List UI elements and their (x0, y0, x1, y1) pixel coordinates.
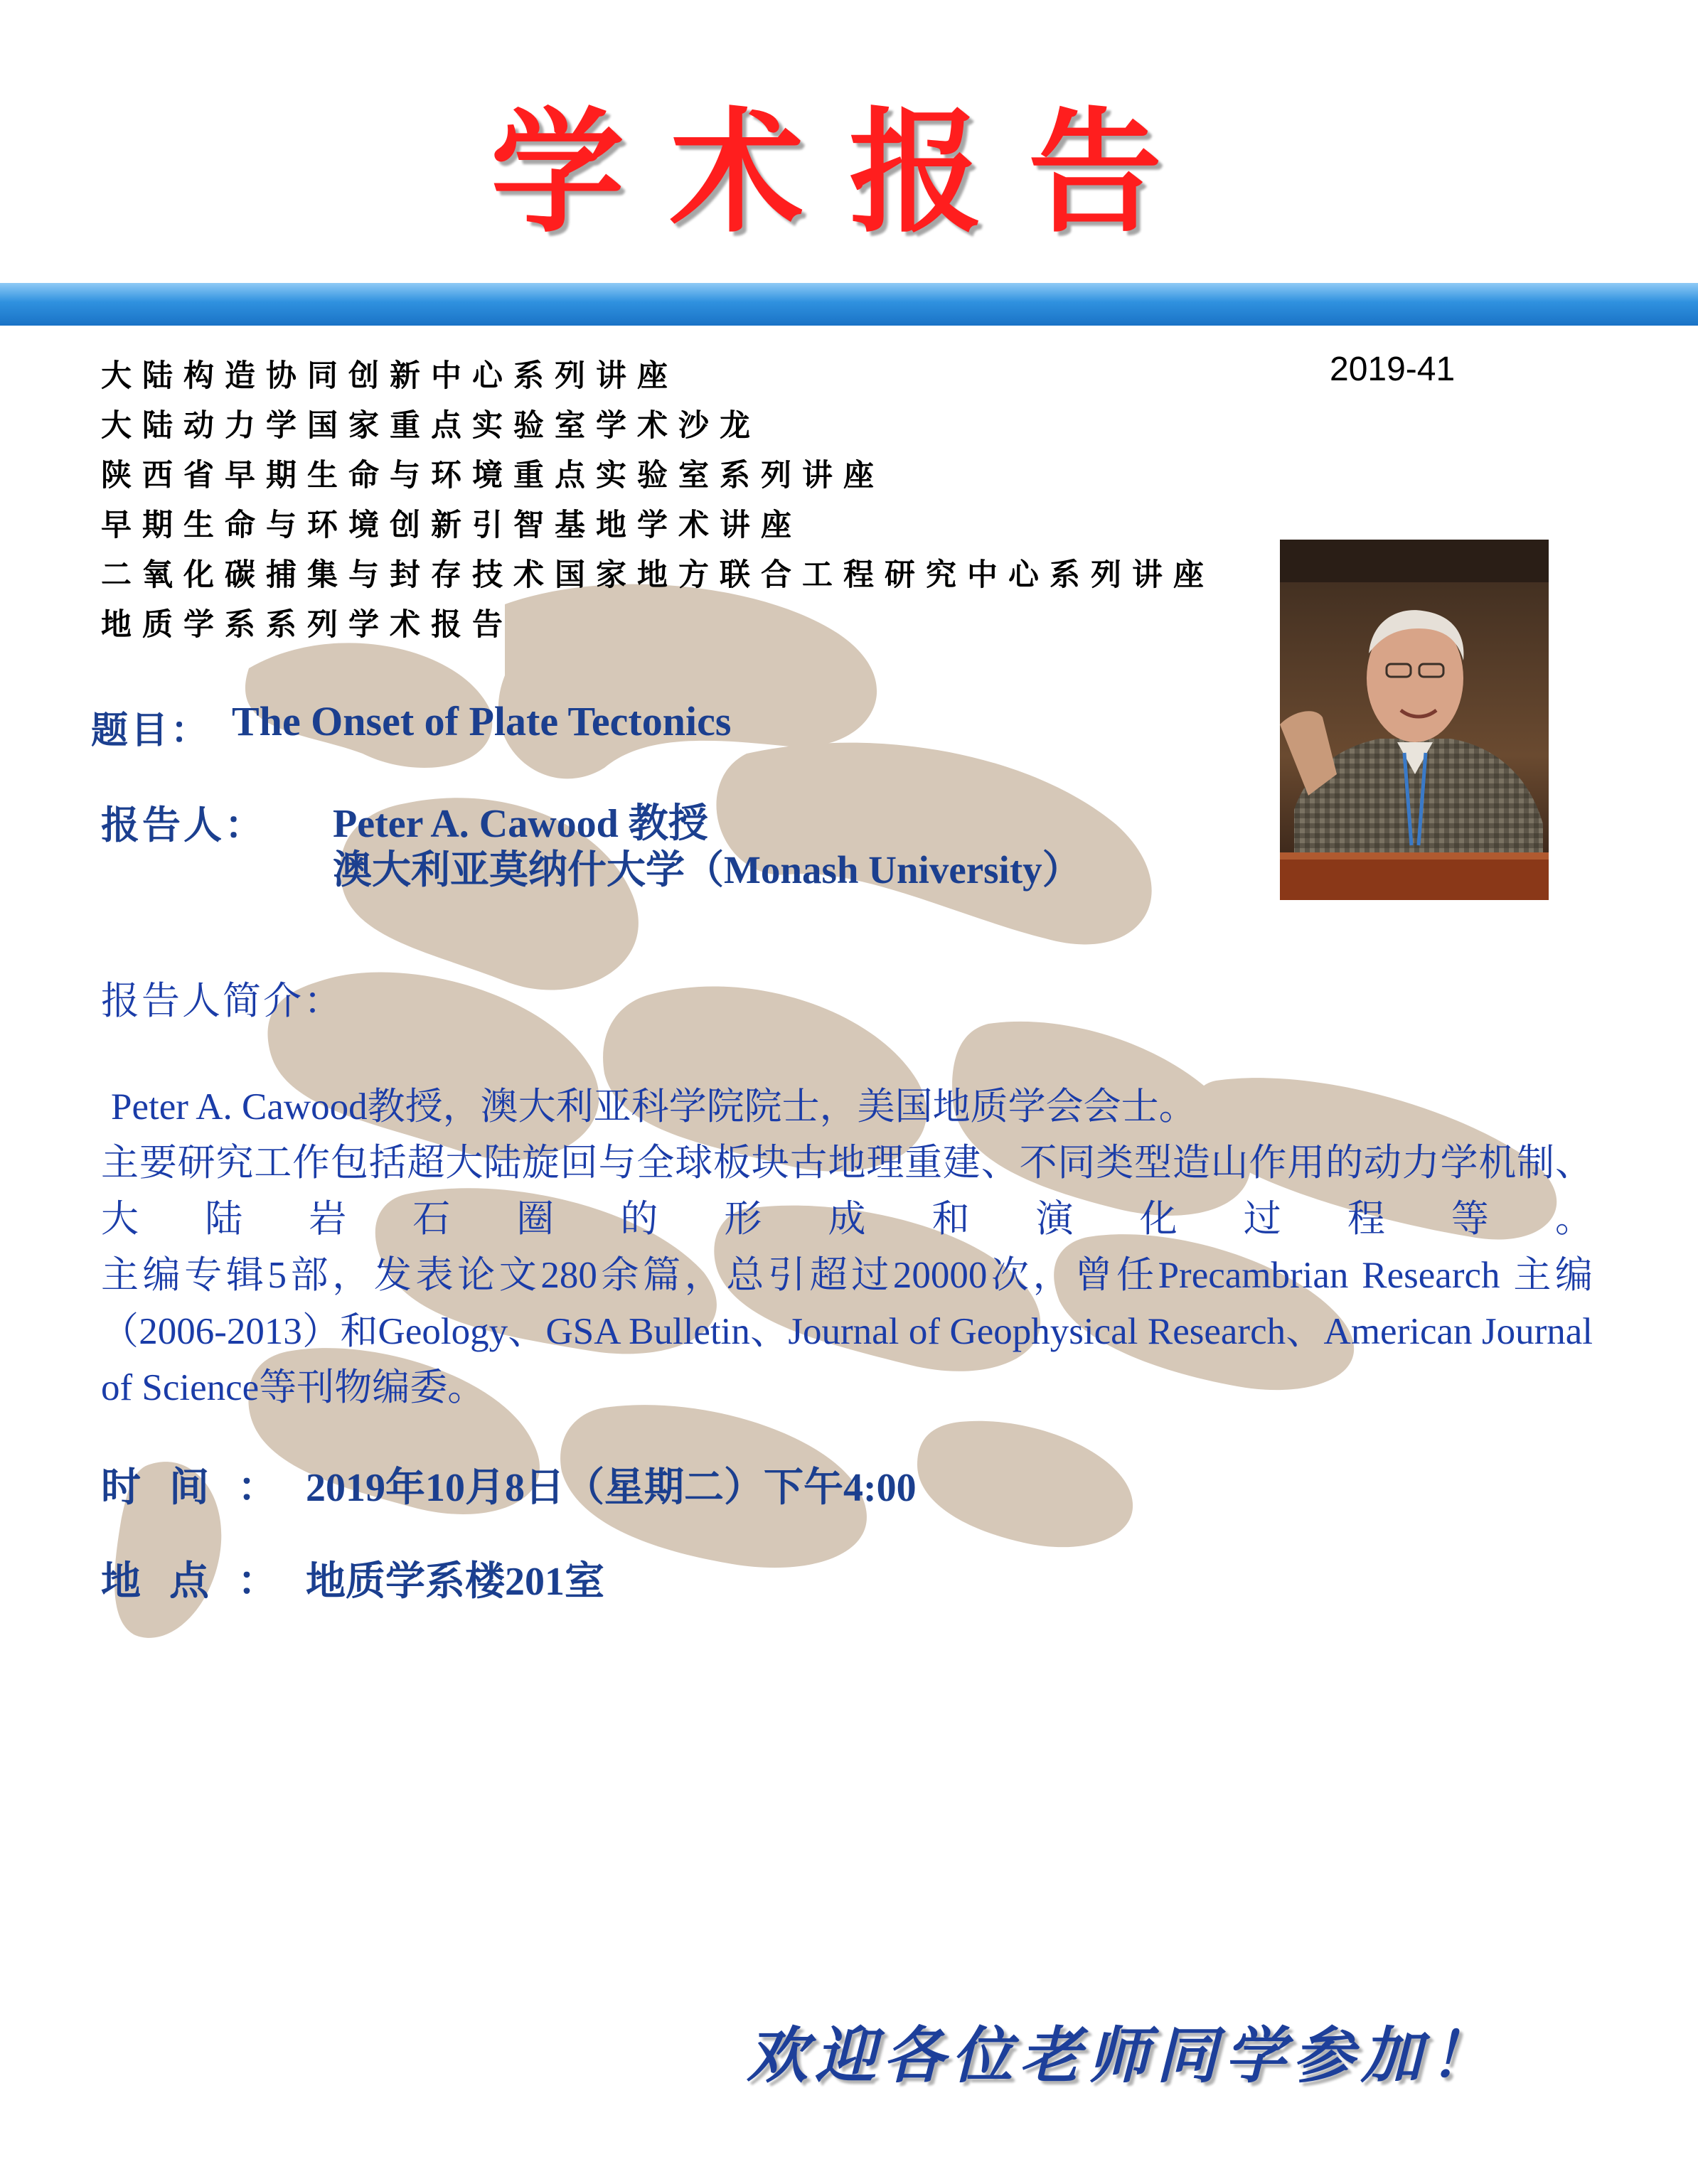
event-time (101, 1456, 917, 1513)
event-place (101, 1550, 604, 1607)
series-line: 大陆构造协同创新中心系列讲座 (101, 358, 678, 394)
bio-paragraph: 主要研究工作包括超大陆旋回与全球板块古地理重建、不同类型造山作用的动力学机制、大陆岩石圈的形成和演化过程等。 (101, 1142, 1593, 1240)
series-line: 大陆动力学国家重点实验室学术沙龙 (101, 408, 761, 444)
speaker-bio (101, 1079, 1593, 1416)
speaker-label: 报告人： (101, 802, 266, 847)
welcome-message: 欢迎各位老师同学参加！ (747, 2020, 1497, 2092)
speaker-photo (1280, 540, 1549, 900)
bio-paragraph: Peter A. Cawood教授，澳大利亚科学院院士，美国地质学会会士。 (111, 1086, 1197, 1128)
page-title: 学术报告 (491, 95, 1207, 251)
topic-title: The Onset of Plate Tectonics (232, 698, 732, 744)
speaker-affiliation: 澳大利亚莫纳什大学（Monash University） (333, 848, 1082, 892)
speaker-name: Peter A. Cawood 教授 (333, 802, 708, 846)
time-label: 时间： (101, 1466, 306, 1510)
series-line: 陕西省早期生命与环境重点实验室系列讲座 (101, 458, 885, 493)
place-label: 地点： (101, 1560, 306, 1604)
lecture-series-list (101, 351, 1214, 650)
place-value: 地质学系楼201室 (306, 1560, 604, 1604)
header-band (0, 283, 1698, 326)
bio-heading: 报告人简介： (101, 978, 344, 1023)
bio-paragraph: 主编专辑5部，发表论文280余篇，总引超过20000次，曾任Precambrian Research 主编（2006-2013）和Geology、GSA Bulletin、Journal of Geophysical Research、American Journal of Science等刊物编委。 (101, 1255, 1593, 1408)
series-line: 早期生命与环境创新引智基地学术讲座 (101, 508, 802, 543)
report-number: 2019-41 (1330, 350, 1456, 388)
time-value: 2019年10月8日（星期二）下午4:00 (306, 1466, 917, 1510)
series-line: 地质学系系列学术报告 (101, 607, 513, 643)
topic-label: 题目： (91, 709, 211, 752)
series-line: 二氧化碳捕集与封存技术国家地方联合工程研究中心系列讲座 (101, 557, 1214, 593)
